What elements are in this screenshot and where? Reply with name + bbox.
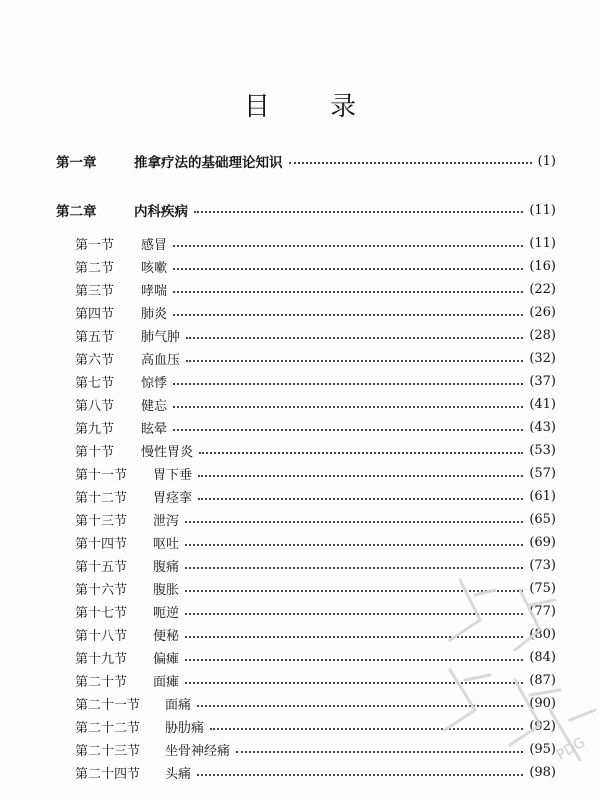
chapter-number: 第一章 bbox=[56, 155, 97, 171]
section-title: 肺炎 bbox=[141, 307, 168, 322]
section-page-number: (95) bbox=[529, 742, 556, 757]
toc-section-row[interactable] bbox=[75, 464, 556, 483]
section-number: 第十九节 bbox=[75, 652, 128, 667]
toc-chapter-row[interactable] bbox=[56, 151, 556, 171]
dot-leader bbox=[185, 659, 523, 661]
toc-section-row[interactable] bbox=[75, 487, 556, 506]
section-number: 第二十四节 bbox=[75, 767, 141, 782]
section-title: 惊悸 bbox=[141, 376, 168, 391]
dot-leader bbox=[185, 636, 523, 638]
section-number: 第九节 bbox=[75, 422, 115, 437]
dot-leader bbox=[197, 705, 523, 707]
section-page-number: (73) bbox=[529, 558, 556, 573]
dot-leader bbox=[289, 162, 532, 164]
section-page-number: (87) bbox=[529, 673, 556, 688]
toc-section-row[interactable] bbox=[75, 326, 556, 345]
section-title: 高血压 bbox=[141, 353, 181, 368]
dot-leader bbox=[185, 567, 523, 569]
section-title: 呕吐 bbox=[153, 537, 180, 552]
section-title: 胃痉挛 bbox=[153, 491, 193, 506]
dot-leader bbox=[185, 544, 523, 546]
toc-section-row[interactable] bbox=[75, 717, 556, 736]
section-page-number: (41) bbox=[529, 397, 556, 412]
toc-section-row[interactable] bbox=[75, 579, 556, 598]
section-page-number: (37) bbox=[529, 374, 556, 389]
toc-section-row[interactable] bbox=[75, 671, 556, 690]
toc-section-row[interactable] bbox=[75, 648, 556, 667]
dot-leader bbox=[186, 360, 523, 362]
section-number: 第七节 bbox=[75, 376, 115, 391]
dot-leader bbox=[197, 774, 523, 776]
svg-text:PDG: PDG bbox=[554, 734, 589, 764]
section-number: 第十七节 bbox=[75, 606, 128, 621]
section-number: 第二十一节 bbox=[75, 698, 141, 713]
chapter-number: 第二章 bbox=[56, 204, 97, 220]
section-title: 腹痛 bbox=[153, 560, 180, 575]
dot-leader bbox=[185, 590, 523, 592]
section-page-number: (26) bbox=[529, 305, 556, 320]
section-number: 第十六节 bbox=[75, 583, 128, 598]
toc-section-row[interactable] bbox=[75, 602, 556, 621]
toc-section-row[interactable] bbox=[75, 533, 556, 552]
toc-section-row[interactable] bbox=[75, 556, 556, 575]
toc-section-row[interactable] bbox=[75, 694, 556, 713]
dot-leader bbox=[185, 521, 523, 523]
section-title: 呃逆 bbox=[153, 606, 180, 621]
dot-leader bbox=[173, 245, 523, 247]
toc-section-row[interactable] bbox=[75, 763, 556, 782]
toc-section-row[interactable] bbox=[75, 740, 556, 759]
section-page-number: (53) bbox=[529, 443, 556, 458]
chapter-page-number: (1) bbox=[537, 153, 556, 169]
dot-leader bbox=[173, 406, 523, 408]
section-page-number: (61) bbox=[529, 489, 556, 504]
dot-leader bbox=[173, 268, 523, 270]
section-title: 偏瘫 bbox=[153, 652, 180, 667]
chapter-page-number: (11) bbox=[529, 202, 556, 218]
section-page-number: (57) bbox=[529, 466, 556, 481]
toc-section-row[interactable] bbox=[75, 257, 556, 276]
section-page-number: (32) bbox=[529, 351, 556, 366]
section-title: 坐骨神经痛 bbox=[165, 744, 231, 759]
section-number: 第五节 bbox=[75, 330, 115, 345]
section-page-number: (28) bbox=[529, 328, 556, 343]
toc-section-row[interactable] bbox=[75, 395, 556, 414]
dot-leader bbox=[173, 383, 523, 385]
section-page-number: (77) bbox=[529, 604, 556, 619]
dot-leader bbox=[194, 211, 523, 213]
section-page-number: (69) bbox=[529, 535, 556, 550]
dot-leader bbox=[198, 475, 523, 477]
section-title: 面痛 bbox=[165, 698, 192, 713]
section-number: 第四节 bbox=[75, 307, 115, 322]
toc-section-row[interactable] bbox=[75, 349, 556, 368]
section-title: 咳嗽 bbox=[141, 261, 168, 276]
dot-leader bbox=[173, 429, 523, 431]
section-title: 胃下垂 bbox=[153, 468, 193, 483]
dot-leader bbox=[236, 751, 523, 753]
toc-section-row[interactable] bbox=[75, 418, 556, 437]
section-title: 哮喘 bbox=[141, 284, 168, 299]
dot-leader bbox=[199, 452, 523, 454]
section-title: 眩晕 bbox=[141, 422, 168, 437]
section-title: 慢性胃炎 bbox=[141, 445, 194, 460]
section-number: 第十五节 bbox=[75, 560, 128, 575]
section-number: 第十节 bbox=[75, 445, 115, 460]
section-page-number: (98) bbox=[529, 765, 556, 780]
dot-leader bbox=[186, 337, 523, 339]
section-number: 第八节 bbox=[75, 399, 115, 414]
section-title: 健忘 bbox=[141, 399, 168, 414]
section-page-number: (75) bbox=[529, 581, 556, 596]
section-page-number: (22) bbox=[529, 282, 556, 297]
dot-leader bbox=[210, 728, 523, 730]
toc-section-row[interactable] bbox=[75, 303, 556, 322]
dot-leader bbox=[185, 613, 523, 615]
section-title: 便秘 bbox=[153, 629, 180, 644]
section-title: 泄泻 bbox=[153, 514, 180, 529]
section-title: 感冒 bbox=[141, 238, 168, 253]
toc-section-row[interactable] bbox=[75, 234, 556, 253]
section-page-number: (43) bbox=[529, 420, 556, 435]
section-number: 第二节 bbox=[75, 261, 115, 276]
dot-leader bbox=[198, 498, 523, 500]
section-page-number: (92) bbox=[529, 719, 556, 734]
section-title: 腹胀 bbox=[153, 583, 180, 598]
section-number: 第三节 bbox=[75, 284, 115, 299]
toc-section-row[interactable] bbox=[75, 441, 556, 460]
section-number: 第一节 bbox=[75, 238, 115, 253]
section-title: 头痛 bbox=[165, 767, 192, 782]
page-title: 目 录 bbox=[243, 92, 383, 122]
section-page-number: (84) bbox=[529, 650, 556, 665]
dot-leader bbox=[173, 314, 523, 316]
section-number: 第十一节 bbox=[75, 468, 128, 483]
toc-section-row[interactable] bbox=[75, 510, 556, 529]
section-number: 第十四节 bbox=[75, 537, 128, 552]
section-title: 胁肋痛 bbox=[165, 721, 205, 736]
section-number: 第二十节 bbox=[75, 675, 128, 690]
section-page-number: (65) bbox=[529, 512, 556, 527]
section-number: 第六节 bbox=[75, 353, 115, 368]
toc-chapter-row[interactable] bbox=[56, 200, 556, 220]
section-page-number: (90) bbox=[529, 696, 556, 711]
section-page-number: (11) bbox=[529, 236, 556, 251]
chapter-title: 内科疾病 bbox=[134, 204, 188, 220]
dot-leader bbox=[173, 291, 523, 293]
section-title: 肺气肿 bbox=[141, 330, 181, 345]
toc-section-row[interactable] bbox=[75, 280, 556, 299]
toc-section-row[interactable] bbox=[75, 625, 556, 644]
section-number: 第二十三节 bbox=[75, 744, 141, 759]
section-number: 第十三节 bbox=[75, 514, 128, 529]
section-number: 第十八节 bbox=[75, 629, 128, 644]
section-title: 面瘫 bbox=[153, 675, 180, 690]
chapter-title: 推拿疗法的基础理论知识 bbox=[134, 155, 283, 171]
section-number: 第十二节 bbox=[75, 491, 128, 506]
section-number: 第二十二节 bbox=[75, 721, 141, 736]
toc-section-row[interactable] bbox=[75, 372, 556, 391]
section-page-number: (16) bbox=[529, 259, 556, 274]
dot-leader bbox=[185, 682, 523, 684]
section-page-number: (80) bbox=[529, 627, 556, 642]
